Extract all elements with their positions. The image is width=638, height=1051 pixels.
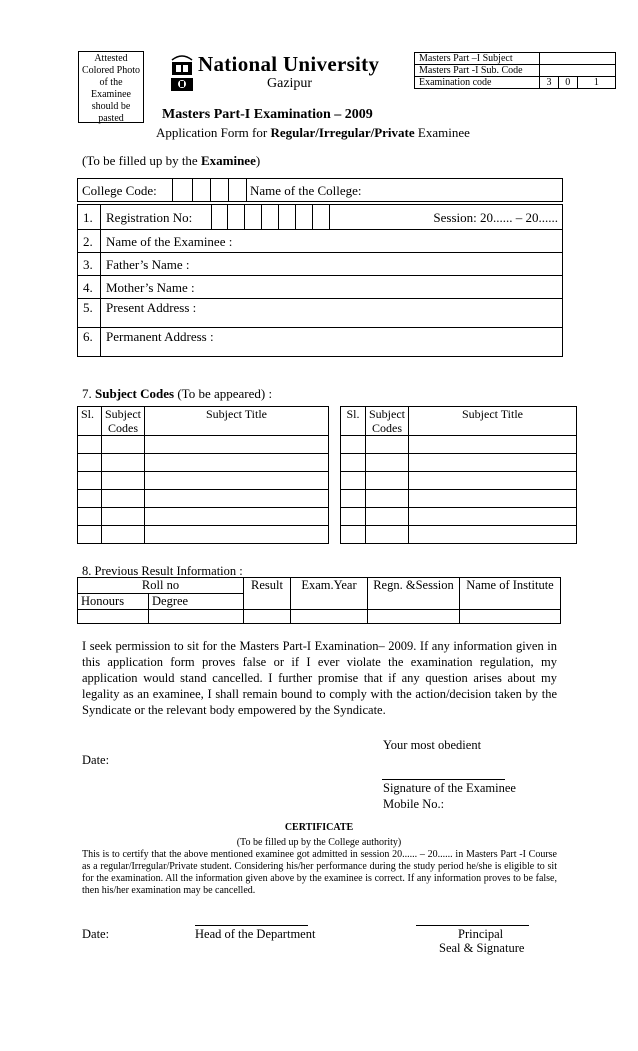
table-row[interactable] bbox=[78, 454, 329, 472]
exam-code-digit: 3 bbox=[540, 77, 559, 89]
head-dept-signature-line[interactable] bbox=[195, 925, 308, 926]
subject-codes-heading bbox=[82, 386, 272, 402]
photo-box: Attested Colored Photo of the Examinee should be pasted bbox=[78, 51, 144, 123]
table-row[interactable] bbox=[78, 490, 329, 508]
exam-code-digit: 0 bbox=[558, 77, 577, 89]
session-field[interactable]: Session: 20...... – 20...... bbox=[433, 210, 558, 225]
university-name: National University bbox=[198, 52, 380, 76]
college-code-box[interactable] bbox=[192, 179, 193, 201]
col-subject-title: Subject Title bbox=[409, 407, 577, 436]
app-suffix: Examinee bbox=[414, 125, 470, 140]
table-row[interactable] bbox=[78, 436, 329, 454]
table-row[interactable] bbox=[341, 454, 577, 472]
col-subject-code: Subject Codes bbox=[366, 407, 409, 436]
application-type-line bbox=[156, 125, 470, 141]
exam-code-digit: 1 bbox=[577, 77, 615, 89]
col-exam-year: Exam.Year bbox=[291, 578, 368, 610]
table-row[interactable] bbox=[341, 472, 577, 490]
field-number: 3. bbox=[83, 257, 93, 272]
note-prefix: (To be filled up by the bbox=[82, 153, 201, 168]
col-roll-no: Roll no bbox=[78, 578, 244, 594]
university-city: Gazipur bbox=[267, 76, 313, 91]
field-number: 1. bbox=[83, 210, 93, 225]
signature-label: Signature of the Examinee bbox=[383, 781, 516, 795]
subcode-value[interactable] bbox=[540, 65, 616, 77]
mother-name-field[interactable]: Mother’s Name : bbox=[106, 280, 195, 295]
field-number: 4. bbox=[83, 280, 93, 295]
date-label: Date: bbox=[82, 753, 110, 767]
exam-info-table bbox=[414, 52, 616, 89]
college-row bbox=[77, 178, 563, 202]
college-name-label: Name of the College: bbox=[250, 183, 362, 198]
table-row[interactable] bbox=[78, 610, 561, 624]
subject-bold: Subject Codes bbox=[95, 386, 175, 401]
col-subject-title: Subject Title bbox=[145, 407, 329, 436]
present-address-field[interactable]: Present Address : bbox=[106, 300, 197, 315]
certificate-title: CERTIFICATE bbox=[284, 822, 354, 833]
col-regn-session: Regn. &Session bbox=[368, 578, 460, 610]
subject-suffix: (To be appeared) : bbox=[174, 386, 273, 401]
subject-prefix: 7. bbox=[82, 386, 95, 401]
previous-result-table bbox=[77, 577, 561, 624]
college-code-box[interactable] bbox=[172, 179, 173, 201]
col-institute: Name of Institute bbox=[460, 578, 561, 610]
examinee-fields bbox=[77, 204, 563, 357]
certificate-note: (To be filled up by the College authority) bbox=[236, 837, 402, 848]
field-number: 6. bbox=[83, 329, 93, 344]
col-sl: Sl. bbox=[341, 407, 366, 436]
table-row[interactable] bbox=[341, 508, 577, 526]
declaration-text: I seek permission to sit for the Masters Part-I Examination– 2009. If any information given in this application form proves false or if I ever violate the examination regulation, my application would stand cancelled. I further promise that if any question arises about my legality as an examinee, I shall remain bound to comply with the action/decision taken by the Syndicate or the relevant body empowered by the Syndicate. bbox=[82, 639, 557, 717]
col-subject-code: Subject Codes bbox=[102, 407, 145, 436]
exam-title: Masters Part-I Examination – 2009 bbox=[162, 107, 373, 122]
permanent-address-field[interactable]: Permanent Address : bbox=[106, 329, 214, 344]
table-row[interactable] bbox=[341, 436, 577, 454]
exam-code-label: Examination code bbox=[415, 77, 540, 89]
examinee-name-field[interactable]: Name of the Examinee : bbox=[106, 234, 233, 249]
col-sl: Sl. bbox=[78, 407, 102, 436]
previous-result-heading: 8. Previous Result Information : bbox=[82, 564, 243, 578]
table-row[interactable] bbox=[78, 472, 329, 490]
subject-table-left bbox=[77, 406, 329, 544]
college-code-box[interactable] bbox=[246, 179, 247, 201]
obedient-text: Your most obedient bbox=[383, 738, 482, 752]
subject-value[interactable] bbox=[540, 53, 616, 65]
mobile-field[interactable]: Mobile No.: bbox=[383, 797, 445, 811]
college-code-label: College Code: bbox=[82, 183, 157, 198]
registration-boxes[interactable] bbox=[211, 205, 329, 229]
subject-label: Masters Part –I Subject bbox=[415, 53, 540, 65]
certificate-text: This is to certify that the above mentioned examinee got admitted in session 20...... – 20...... in Masters Part -I Course as a regular/Irregular/Private student. Considering his/her performance during the study period he/she is eligible to sit for the examination. All the information given above by the examinee is correct. If any information proves to be false, then his/her examination may be cancelled. bbox=[82, 849, 557, 896]
subcode-label: Masters Part -I Sub. Code bbox=[415, 65, 540, 77]
subject-table-right bbox=[340, 406, 577, 544]
field-number: 5. bbox=[83, 300, 93, 315]
note-suffix: ) bbox=[255, 153, 261, 168]
signature-line[interactable] bbox=[382, 779, 505, 780]
app-types: Regular/Irregular/Private bbox=[270, 125, 415, 140]
field-number: 2. bbox=[83, 234, 93, 249]
fill-note bbox=[82, 153, 260, 169]
table-row[interactable] bbox=[78, 526, 329, 544]
app-prefix: Application Form for bbox=[156, 125, 271, 140]
principal-label: Principal bbox=[458, 927, 504, 941]
col-result: Result bbox=[244, 578, 291, 610]
table-row[interactable] bbox=[78, 508, 329, 526]
college-code-box[interactable] bbox=[228, 179, 229, 201]
head-dept-label: Head of the Department bbox=[195, 927, 316, 941]
table-row[interactable] bbox=[341, 526, 577, 544]
col-honours: Honours bbox=[78, 594, 149, 610]
col-degree: Degree bbox=[149, 594, 244, 610]
father-name-field[interactable]: Father’s Name : bbox=[106, 257, 190, 272]
table-row[interactable] bbox=[341, 490, 577, 508]
seal-signature-label: Seal & Signature bbox=[439, 941, 525, 955]
university-logo bbox=[168, 52, 196, 94]
college-code-box[interactable] bbox=[210, 179, 211, 201]
certificate-date-label: Date: bbox=[82, 927, 110, 941]
principal-signature-line[interactable] bbox=[416, 925, 529, 926]
registration-label: Registration No: bbox=[106, 210, 193, 225]
note-bold: Examinee bbox=[200, 153, 256, 168]
